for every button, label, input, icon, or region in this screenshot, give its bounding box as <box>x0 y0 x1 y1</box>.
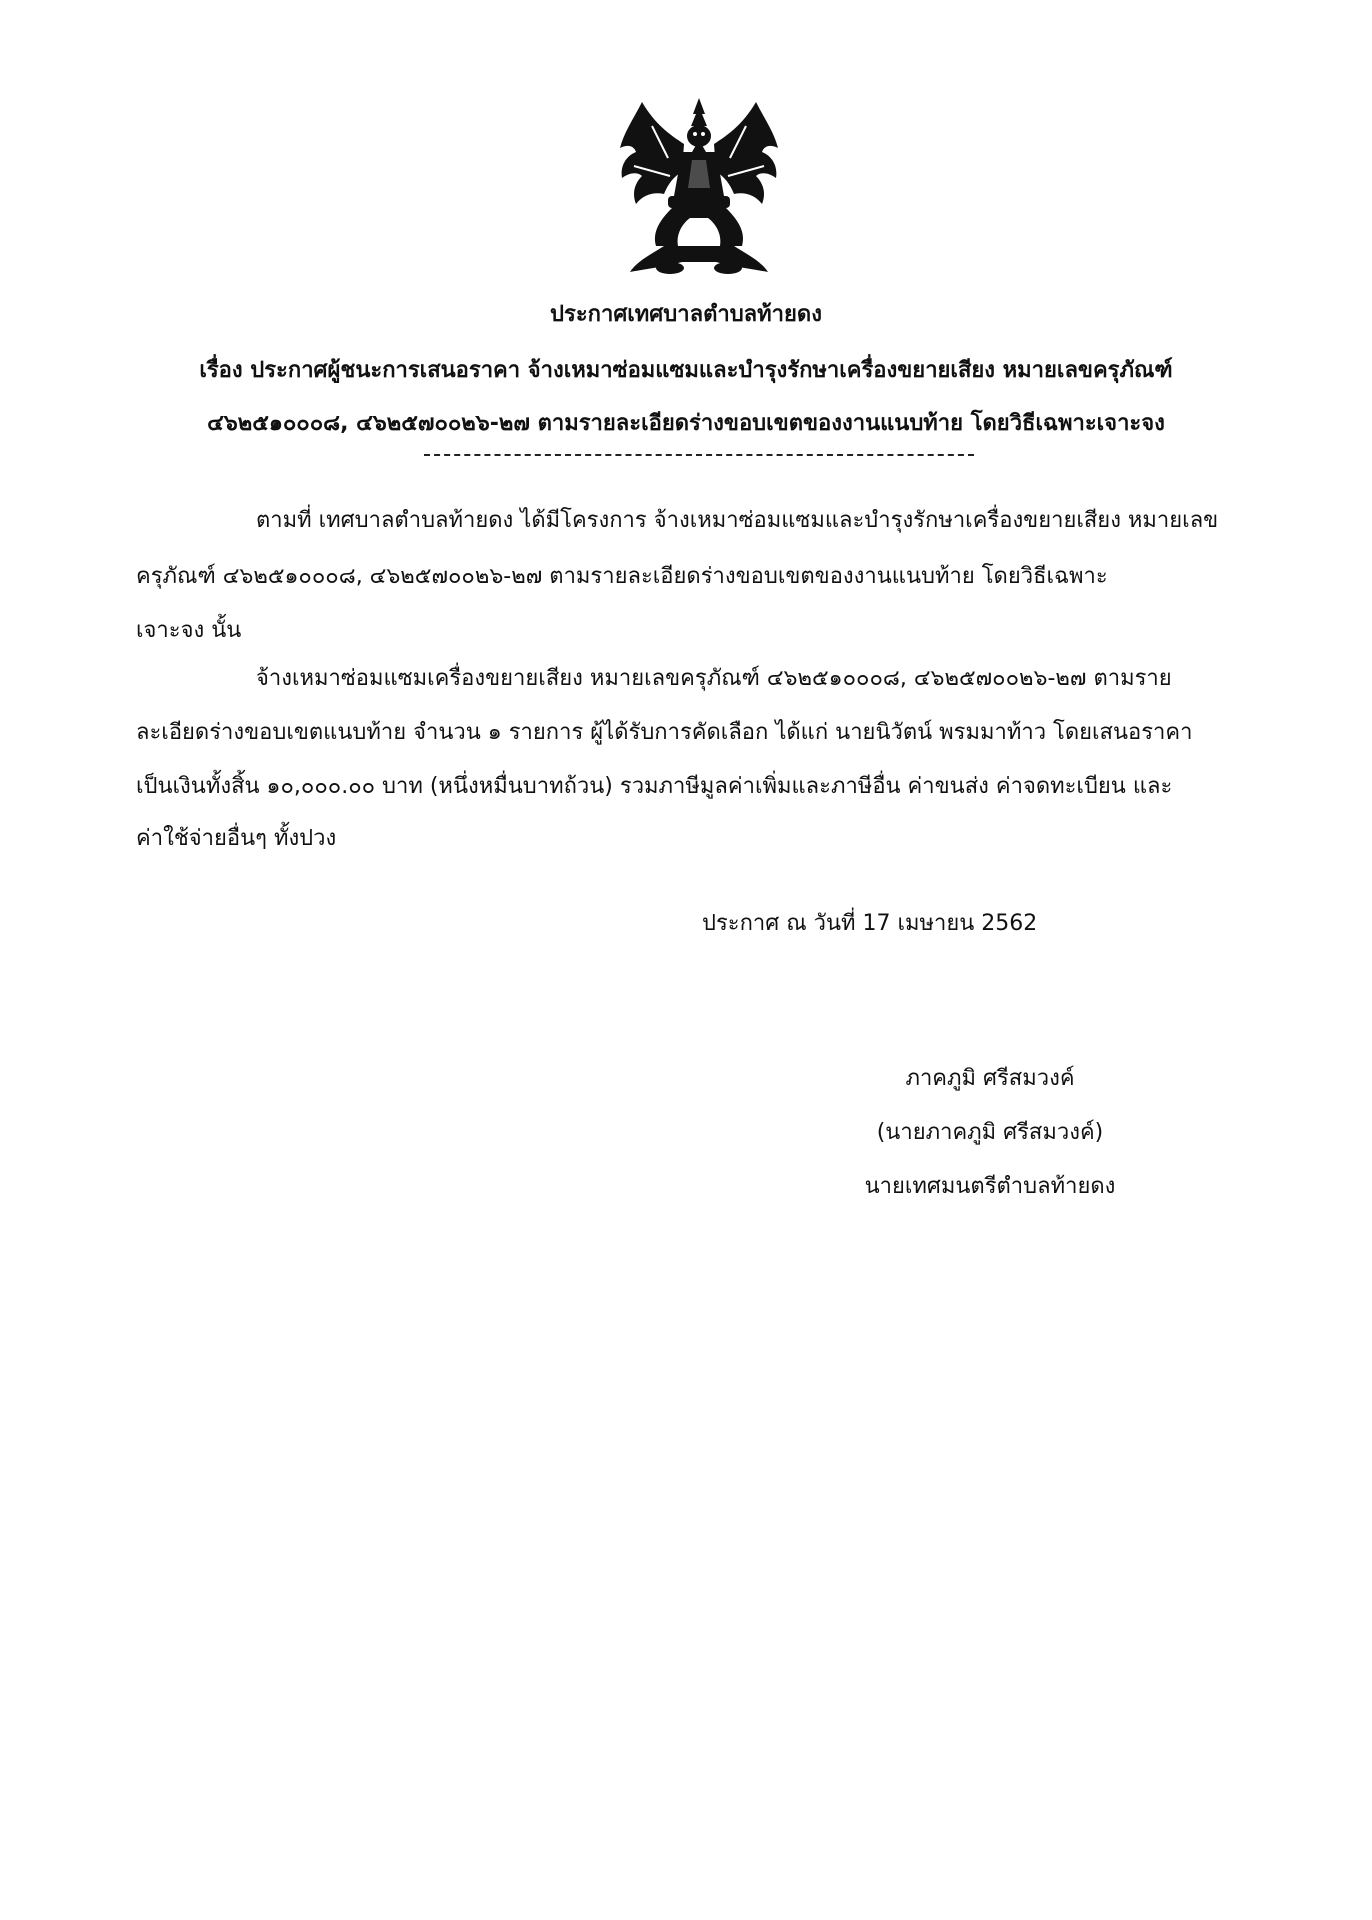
paragraph-2-line-2: ละเอียดร่างขอบเขตแนบท้าย จำนวน ๑ รายการ ผู้ได้รับการคัดเลือก ได้แก่ นายนิวัตน์ พรมมาท้าว โดยเสนอราคา <box>136 720 1193 745</box>
paragraph-2-line-3: เป็นเงินทั้งสิ้น ๑๐,๐๐๐.๐๐ บาท (หนึ่งหมื่นบาทถ้วน) รวมภาษีมูลค่าเพิ่มและภาษีอื่น ค่าขนส่ง ค่าจดทะเบียน และ <box>136 774 1173 799</box>
paragraph-1-line-1: ตามที่ เทศบาลตำบลท้ายดง ได้มีโครงการ จ้างเหมาซ่อมแซมและบำรุงรักษาเครื่องขยายเสียง หมายเลข <box>256 508 1219 533</box>
garuda-emblem-icon <box>612 96 786 280</box>
announcement-date: ประกาศ ณ วันที่ 17 เมษายน 2562 <box>702 911 1038 936</box>
signature-name: ภาคภูมิ ศรีสมวงค์ <box>905 1066 1075 1091</box>
dashed-divider <box>424 454 974 456</box>
signatory-printed-name: (นายภาคภูมิ ศรีสมวงค์) <box>876 1120 1104 1145</box>
paragraph-1-line-2: ครุภัณฑ์ ๔๖๒๕๑๐๐๐๘, ๔๖๒๕๗๐๐๒๖-๒๗ ตามรายละเอียดร่างขอบเขตของงานแนบท้าย โดยวิธีเฉพาะ <box>136 564 1108 589</box>
subject-line-2: ๔๖๒๕๑๐๐๐๘, ๔๖๒๕๗๐๐๒๖-๒๗ ตามรายละเอียดร่างขอบเขตของงานแนบท้าย โดยวิธีเฉพาะเจาะจง <box>207 411 1165 436</box>
announcement-title: ประกาศเทศบาลตำบลท้ายดง <box>550 302 822 327</box>
signatory-position: นายเทศมนตรีตำบลท้ายดง <box>864 1174 1116 1199</box>
paragraph-2-line-1: จ้างเหมาซ่อมแซมเครื่องขยายเสียง หมายเลขครุภัณฑ์ ๔๖๒๕๑๐๐๐๘, ๔๖๒๕๗๐๐๒๖-๒๗ ตามราย <box>256 666 1172 691</box>
paragraph-1-line-3: เจาะจง นั้น <box>136 618 242 643</box>
subject-line-1: เรื่อง ประกาศผู้ชนะการเสนอราคา จ้างเหมาซ่อมแซมและบำรุงรักษาเครื่องขยายเสียง หมายเลขครุภัณฑ์ <box>199 358 1173 383</box>
paragraph-2-line-4: ค่าใช้จ่ายอื่นๆ ทั้งปวง <box>136 826 337 851</box>
